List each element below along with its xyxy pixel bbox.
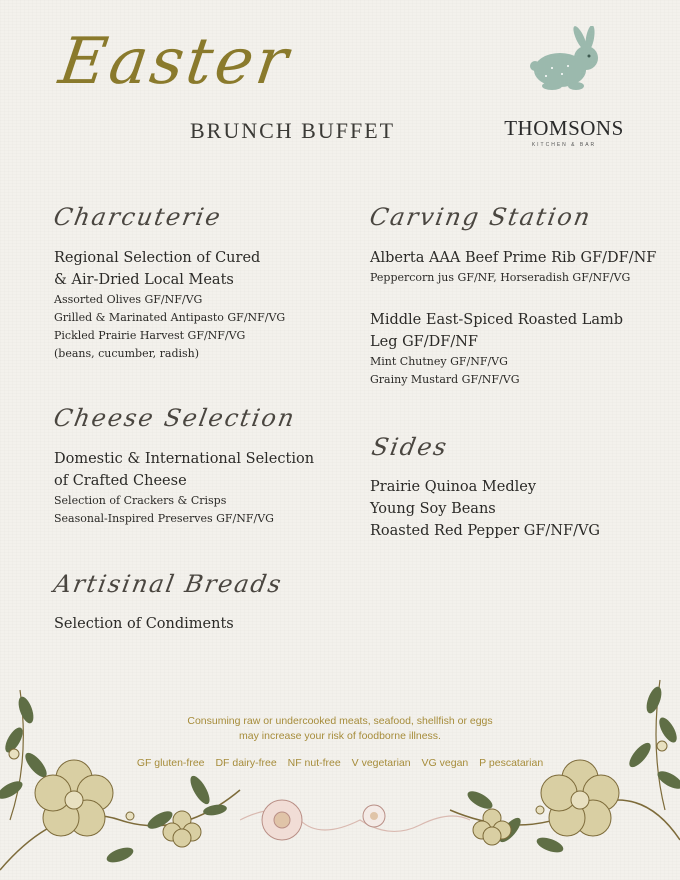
legend-item: NF nut-free (287, 757, 341, 769)
carving-item1-sub: Peppercorn jus GF/NF, Horseradish GF/NF/VG (370, 271, 631, 284)
legend-item: P pescatarian (479, 757, 544, 769)
carving-section (370, 247, 656, 389)
sides-heading: Sides (369, 433, 451, 461)
carving-item1-main: Alberta AAA Beef Prime Rib GF/DF/NF (370, 250, 657, 266)
menu-subtitle: BRUNCH BUFFET (190, 118, 396, 143)
bunny-logo-icon (522, 26, 606, 92)
cheese-item: Selection of Crackers & Crisps (54, 494, 227, 507)
carving-heading: Carving Station (367, 203, 594, 231)
carving-item2-sub: Mint Chutney GF/NF/VG (370, 355, 508, 368)
charcuterie-item: Grilled & Marinated Antipasto GF/NF/VG (54, 311, 286, 324)
cheese-heading: Cheese Selection (51, 404, 299, 432)
charcuterie-item: Assorted Olives GF/NF/VG (54, 293, 203, 306)
floral-border-right-icon (440, 670, 680, 880)
charcuterie-item: (beans, cucumber, radish) (54, 347, 200, 360)
legend-item: VG vegan (421, 757, 469, 769)
carving-item2-sub: Grainy Mustard GF/NF/VG (370, 373, 520, 386)
cheese-section (54, 448, 314, 528)
charcuterie-main-line2: & Air-Dried Local Meats (54, 272, 234, 288)
legend-item: DF dairy-free (215, 757, 277, 769)
floral-border-left-icon (0, 670, 260, 880)
menu-title: Easter (54, 25, 296, 99)
cheese-item: Seasonal-Inspired Preserves GF/NF/VG (54, 512, 274, 525)
legend-item: GF gluten-free (136, 757, 205, 769)
carving-item2-line1: Middle East-Spiced Roasted Lamb (370, 312, 624, 328)
warning-line1: Consuming raw or undercooked meats, seafood, shellfish or eggs (187, 715, 493, 727)
breads-main: Selection of Condiments (54, 616, 234, 632)
carving-item2-line2: Leg GF/DF/NF (370, 334, 478, 350)
warning-line2: may increase your risk of foodborne illness. (239, 730, 441, 742)
logo-name: THOMSONS (504, 116, 624, 140)
cheese-main-line2: of Crafted Cheese (54, 473, 187, 489)
charcuterie-item: Pickled Prairie Harvest GF/NF/VG (54, 329, 246, 342)
sides-item: Young Soy Beans (370, 501, 496, 517)
charcuterie-main-line1: Regional Selection of Cured (54, 250, 261, 266)
breads-heading: Artisinal Breads (51, 570, 285, 598)
sides-item: Prairie Quinoa Medley (370, 479, 537, 495)
cheese-main-line1: Domestic & International Selection (54, 451, 315, 467)
daisy-vine-icon (240, 790, 470, 850)
charcuterie-heading: Charcuterie (51, 203, 225, 231)
legend-item: V vegetarian (351, 757, 411, 769)
charcuterie-section (54, 247, 285, 363)
sides-item: Roasted Red Pepper GF/NF/VG (370, 523, 601, 539)
sides-section (370, 476, 600, 542)
logo-tagline: KITCHEN & BAR (531, 142, 597, 148)
